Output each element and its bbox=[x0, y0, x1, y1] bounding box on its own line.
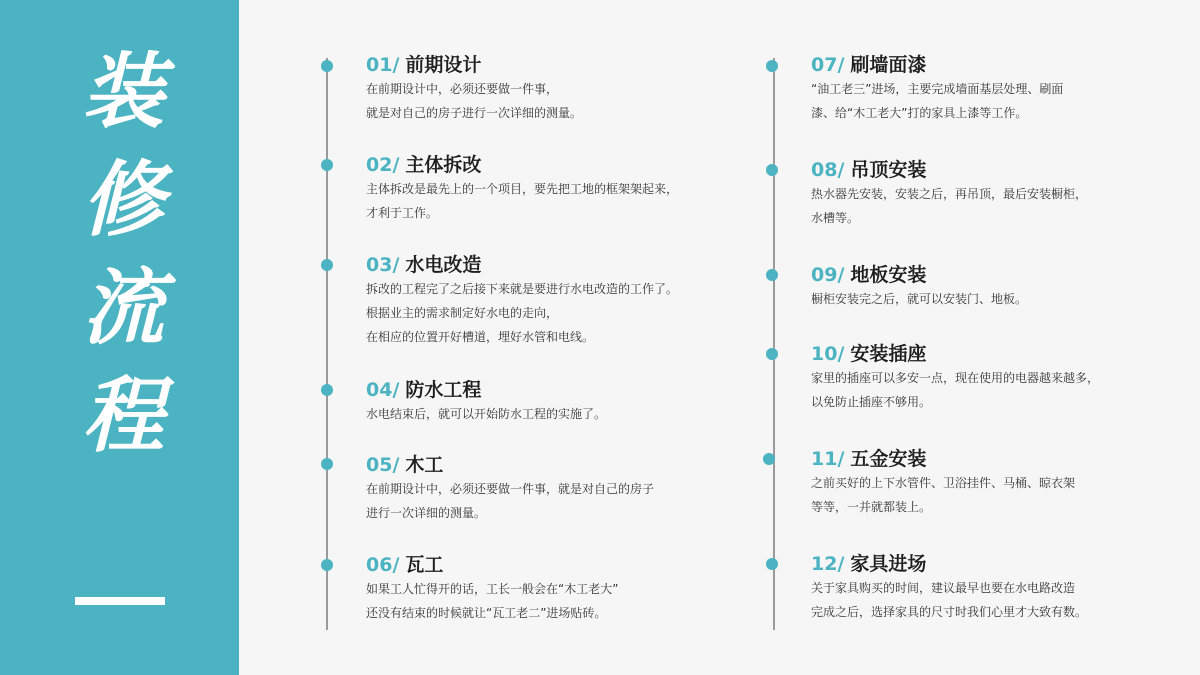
timeline-dot-03 bbox=[321, 259, 333, 271]
step-number: 01/ bbox=[366, 54, 400, 76]
step-number: 10/ bbox=[811, 343, 845, 365]
step-desc-line: 主体拆改是最先上的一个项目，要先把工地的框架架起来， bbox=[366, 182, 679, 196]
step-heading bbox=[366, 453, 746, 477]
step-title: 前期设计 bbox=[405, 54, 482, 76]
step-title: 安装插座 bbox=[850, 343, 927, 365]
timeline-dot-12 bbox=[766, 558, 778, 570]
timeline-dot-05 bbox=[321, 458, 333, 470]
step-title: 五金安装 bbox=[850, 448, 927, 470]
step-number: 12/ bbox=[811, 553, 845, 575]
step-08 bbox=[811, 158, 1191, 230]
title-char-3: 流 bbox=[82, 261, 164, 356]
step-desc-line: “油工老三”进场，主要完成墙面基层处理、刷面 bbox=[811, 82, 1064, 96]
timeline-dot-07 bbox=[766, 60, 778, 72]
step-05 bbox=[366, 453, 746, 525]
step-heading bbox=[366, 53, 746, 77]
step-number: 08/ bbox=[811, 159, 845, 181]
step-desc-line: 如果工人忙得开的话，工长一般会在“木工老大” bbox=[366, 582, 619, 596]
step-desc-line: 家里的插座可以多安一点，现在使用的电器越来越多， bbox=[811, 371, 1100, 385]
step-heading bbox=[811, 447, 1191, 471]
step-desc-line: 完成之后，选择家具的尺寸时我们心里才大致有数。 bbox=[811, 605, 1088, 619]
timeline-dot-04 bbox=[321, 384, 333, 396]
step-desc-line: 根据业主的需求制定好水电的走向， bbox=[366, 306, 559, 320]
step-title: 地板安装 bbox=[850, 264, 927, 286]
timeline-dot-10 bbox=[766, 348, 778, 360]
step-desc-line: 水槽等。 bbox=[811, 211, 860, 225]
title-char-2: 修 bbox=[82, 153, 164, 248]
step-06 bbox=[366, 553, 746, 625]
step-heading bbox=[811, 552, 1191, 576]
step-10 bbox=[811, 342, 1191, 414]
step-desc-line: 还没有结束的时候就让“瓦工老二”进场贴砖。 bbox=[366, 606, 607, 620]
timeline-line-right bbox=[773, 58, 775, 630]
step-title: 防水工程 bbox=[405, 379, 482, 401]
step-heading bbox=[366, 553, 746, 577]
timeline-dot-02 bbox=[321, 159, 333, 171]
step-desc-line: 才利于工作。 bbox=[366, 206, 439, 220]
sidebar-panel bbox=[0, 0, 239, 675]
step-desc-line: 热水器先安装，安装之后，再吊顶，最后安装橱柜， bbox=[811, 187, 1088, 201]
step-number: 06/ bbox=[366, 554, 400, 576]
step-heading bbox=[366, 153, 746, 177]
step-number: 04/ bbox=[366, 379, 400, 401]
step-heading bbox=[811, 158, 1191, 182]
step-desc-line: 关于家具购买的时间，建议最早也要在水电路改造 bbox=[811, 581, 1076, 595]
step-heading bbox=[366, 253, 746, 277]
step-01 bbox=[366, 53, 746, 125]
timeline-dot-08 bbox=[766, 164, 778, 176]
step-desc-line: 在相应的位置开好槽道，埋好水管和电线。 bbox=[366, 330, 595, 344]
step-title: 瓦工 bbox=[405, 554, 444, 576]
title-underline bbox=[75, 597, 165, 605]
step-12 bbox=[811, 552, 1191, 624]
step-heading bbox=[811, 263, 1191, 287]
step-title: 水电改造 bbox=[405, 254, 482, 276]
step-desc-line: 等等，一并就都装上。 bbox=[811, 500, 932, 514]
step-number: 07/ bbox=[811, 54, 845, 76]
step-title: 主体拆改 bbox=[405, 154, 482, 176]
step-heading bbox=[366, 378, 746, 402]
timeline-dot-06 bbox=[321, 559, 333, 571]
step-desc-line: 拆改的工程完了之后接下来就是要进行水电改造的工作了。 bbox=[366, 282, 679, 296]
step-desc-line: 进行一次详细的测量。 bbox=[366, 506, 487, 520]
step-number: 03/ bbox=[366, 254, 400, 276]
title-char-4: 程 bbox=[82, 369, 164, 464]
step-03 bbox=[366, 253, 746, 349]
step-title: 吊顶安装 bbox=[850, 159, 927, 181]
step-desc-line: 就是对自己的房子进行一次详细的测量。 bbox=[366, 106, 583, 120]
timeline-dot-11 bbox=[763, 453, 775, 465]
step-desc-line: 水电结束后，就可以开始防水工程的实施了。 bbox=[366, 407, 607, 421]
step-number: 02/ bbox=[366, 154, 400, 176]
step-number: 05/ bbox=[366, 454, 400, 476]
step-title: 刷墙面漆 bbox=[850, 54, 927, 76]
timeline-dot-09 bbox=[766, 269, 778, 281]
step-desc-line: 之前买好的上下水管件、卫浴挂件、马桶、晾衣架 bbox=[811, 476, 1076, 490]
step-desc-line: 以免防止插座不够用。 bbox=[811, 395, 932, 409]
step-number: 11/ bbox=[811, 448, 845, 470]
step-09 bbox=[811, 263, 1191, 311]
step-number: 09/ bbox=[811, 264, 845, 286]
timeline-dot-01 bbox=[321, 60, 333, 72]
step-title: 木工 bbox=[405, 454, 444, 476]
step-desc-line: 在前期设计中，必须还要做一件事，就是对自己的房子 bbox=[366, 482, 655, 496]
step-02 bbox=[366, 153, 746, 225]
step-heading bbox=[811, 53, 1191, 77]
timeline-line-left bbox=[326, 58, 328, 630]
step-04 bbox=[366, 378, 746, 426]
step-desc-line: 在前期设计中，必须还要做一件事， bbox=[366, 82, 559, 96]
step-desc-line: 橱柜安装完之后，就可以安装门、地板。 bbox=[811, 292, 1028, 306]
step-desc-line: 漆、给“木工老大”打的家具上漆等工作。 bbox=[811, 106, 1028, 120]
title-char-1: 装 bbox=[82, 45, 164, 140]
step-heading bbox=[811, 342, 1191, 366]
step-11 bbox=[811, 447, 1191, 519]
step-title: 家具进场 bbox=[850, 553, 927, 575]
step-07 bbox=[811, 53, 1191, 125]
